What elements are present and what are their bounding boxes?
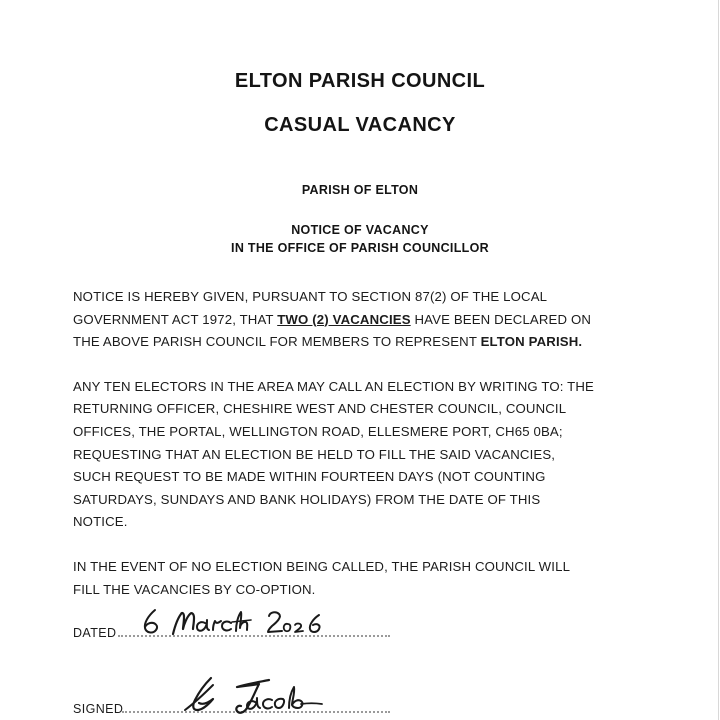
paragraph-1-part-2: HAVE BEEN DECLARED ON THE ABOVE PARISH COUNCIL FOR MEMBERS TO REPRESENT	[73, 311, 592, 350]
paragraph-election-request: ANY TEN ELECTORS IN THE AREA MAY CALL AN ELECTION BY WRITING TO: THE RETURNING OFFICER, CHESHIRE WEST AND CHESTER COUNCIL, COUNCIL OFFICES, THE PORTAL, WELLINGTON ROAD, ELLESMERE PORT, CH65 0BA; REQUESTING THAT AN ELECTION BE HELD TO FILL THE SAID VACANCIES, SUCH REQUEST TO BE MADE WITHIN FOURTEEN DAYS (NOT COUNTING SATURDAYS, SUNDAYS AND BANK HOLIDAYS) FROM THE DATE OF THIS NOTICE.	[73, 378, 594, 530]
signature-handwritten-value	[177, 670, 367, 718]
title-block	[0, 0, 720, 138]
notice-text-area	[73, 256, 594, 601]
office-of-councillor-line: IN THE OFFICE OF PARISH COUNCILLOR	[231, 241, 489, 255]
dated-label: DATED	[73, 626, 117, 640]
subheading-block	[0, 138, 720, 256]
elton-parish-emphasis: ELTON PARISH.	[480, 334, 583, 350]
notice-of-vacancy-line: NOTICE OF VACANCY	[291, 223, 429, 237]
handwritten-date-ink	[135, 604, 335, 638]
signed-label: SIGNED	[73, 702, 124, 716]
paragraph-co-option: IN THE EVENT OF NO ELECTION BEING CALLED, THE PARISH COUNCIL WILL FILL THE VACANCIES BY CO-OPTION.	[73, 558, 570, 597]
document-title: ELTON PARISH COUNCIL	[234, 70, 486, 92]
parish-name-line: PARISH OF ELTON	[301, 183, 419, 197]
notice-heading-group	[0, 222, 720, 256]
signed-field-row	[73, 676, 633, 716]
dated-field-row	[73, 600, 633, 640]
signature-area	[73, 600, 633, 716]
vacancies-emphasis: TWO (2) VACANCIES	[277, 311, 411, 327]
document-subtitle: CASUAL VACANCY	[264, 114, 456, 136]
signature-ink	[177, 670, 367, 718]
paragraph-statutory-notice	[73, 286, 594, 354]
dated-handwritten-value	[135, 604, 335, 638]
paragraph-1-part-1: NOTICE IS HEREBY GIVEN, PURSUANT TO SECTION 87(2) OF THE LOCAL GOVERNMENT ACT 1972, THAT	[73, 289, 547, 327]
